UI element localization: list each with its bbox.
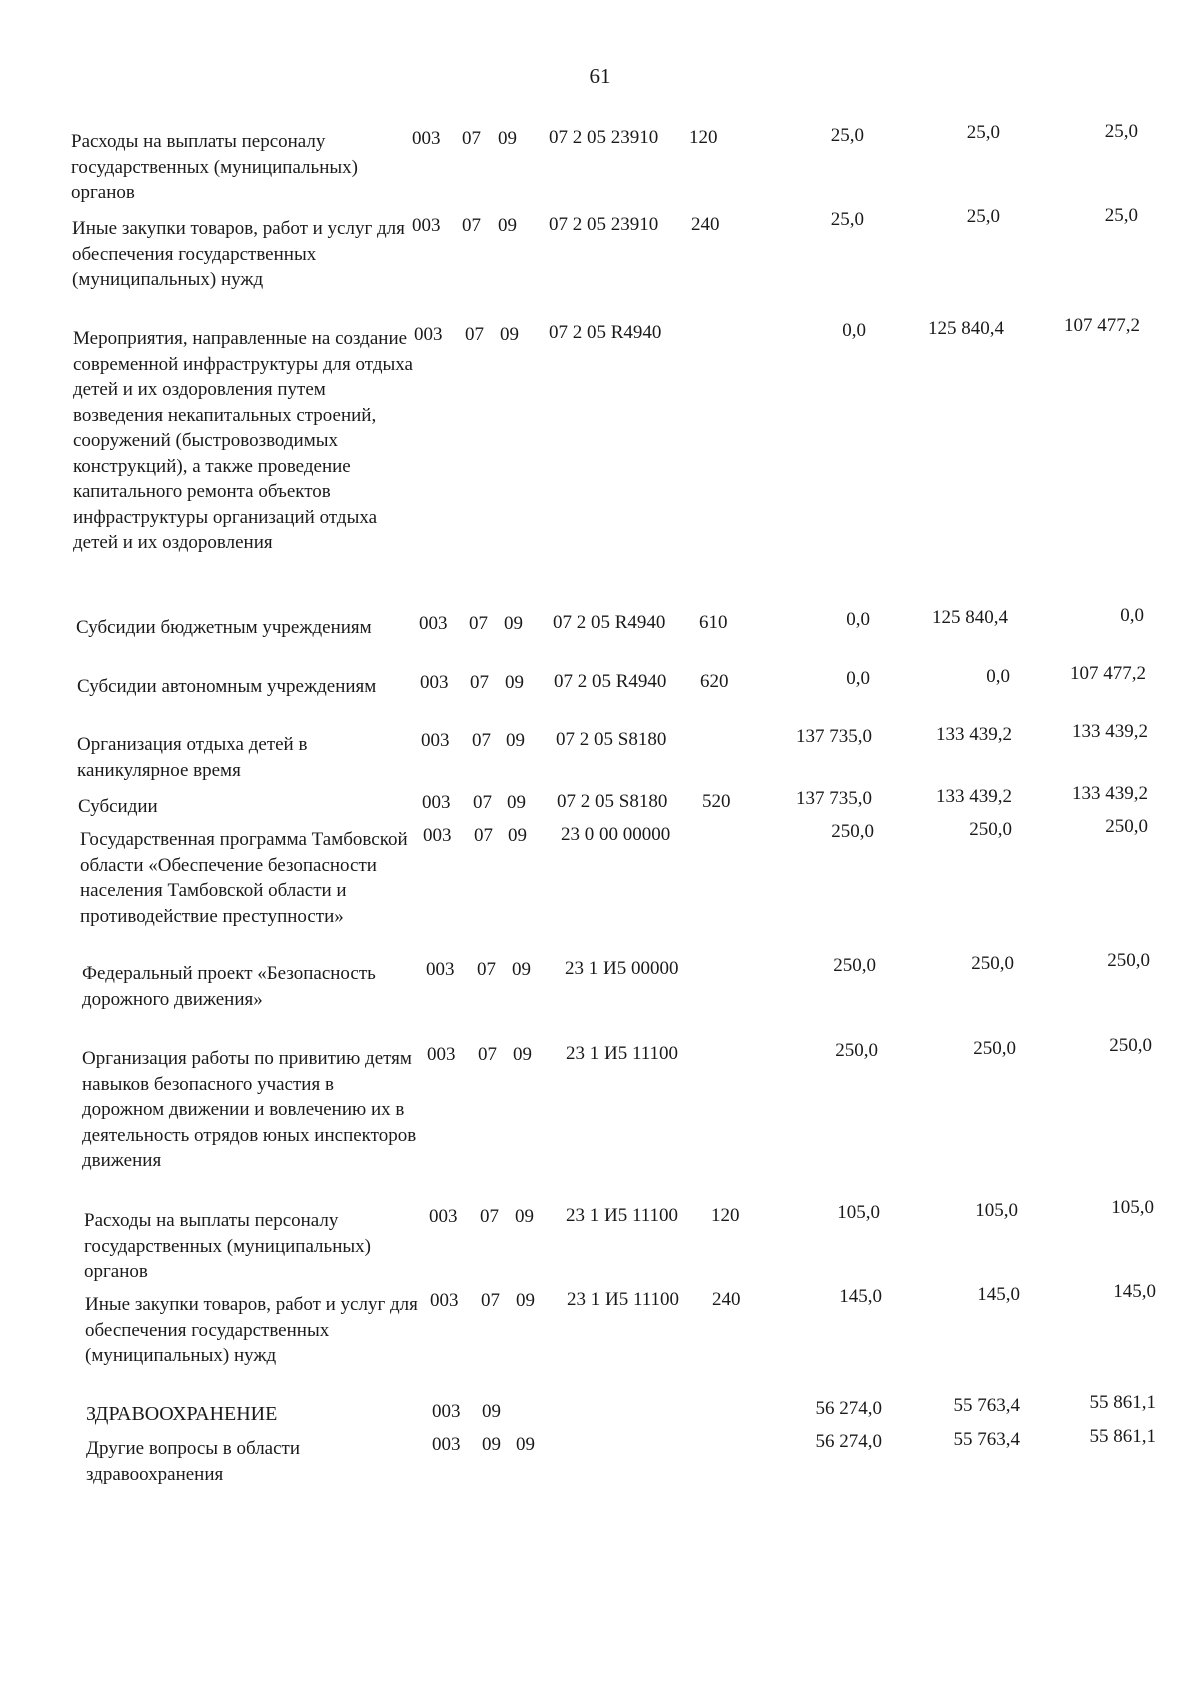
row-value-3: 25,0: [1104, 205, 1138, 226]
row-value-2: 25,0: [966, 122, 1000, 143]
row-vr: 240: [691, 214, 720, 235]
row-csr: 07 2 05 23910: [549, 214, 659, 235]
row-value-2: 250,0: [973, 1038, 1016, 1059]
row-pr: 09: [498, 215, 517, 236]
row-pr: 09: [507, 792, 526, 813]
row-vr: 240: [712, 1289, 741, 1310]
row-gr: 003: [412, 128, 441, 149]
row-vr: 610: [699, 612, 728, 633]
row-value-3: 0,0: [1120, 605, 1144, 626]
row-value-3: 145,0: [1113, 1281, 1156, 1302]
row-csr: 07 2 05 23910: [549, 127, 659, 148]
row-pr: 09: [513, 1044, 532, 1065]
row-csr: 07 2 05 S8180: [556, 729, 667, 750]
row-csr: 07 2 05 R4940: [549, 322, 662, 343]
row-name: Иные закупки товаров, работ и услуг для обеспечения государственных (муниципальных) нужд: [85, 1294, 418, 1366]
row-rz: 07: [462, 215, 481, 236]
row-rz: 07: [474, 825, 493, 846]
row-gr: 003: [427, 1044, 456, 1065]
row-pr: 09: [500, 324, 519, 345]
row-csr: 23 0 00 00000: [561, 824, 671, 845]
row-vr: 120: [689, 127, 718, 148]
row-name: Организация работы по привитию детям навыков безопасного участия в дорожном движении и вовлечению их в деятельность отрядов юных инспекторов движения: [82, 1048, 417, 1171]
row-name: Федеральный проект «Безопасность дорожного движения»: [82, 963, 376, 1010]
row-name: Другие вопросы в области здравоохранения: [86, 1438, 301, 1485]
row-rz: 07: [469, 613, 488, 634]
row-pr: 09: [508, 825, 527, 846]
row-gr: 003: [429, 1206, 458, 1227]
row-csr: 23 1 И5 11100: [566, 1205, 679, 1226]
row-pr: 09: [516, 1290, 535, 1311]
row-value-1: 250,0: [833, 955, 876, 976]
row-rz: 09: [482, 1401, 501, 1422]
row-csr: 23 1 И5 00000: [565, 958, 679, 979]
row-csr: 07 2 05 R4940: [554, 671, 667, 692]
row-value-2: 125 840,4: [932, 607, 1008, 628]
row-vr: 120: [711, 1205, 740, 1226]
row-pr: 09: [515, 1206, 534, 1227]
row-pr: 09: [505, 672, 524, 693]
row-gr: 003: [430, 1290, 459, 1311]
row-value-1: 56 274,0: [815, 1431, 882, 1452]
row-name: Субсидии автономным учреждениям: [77, 676, 377, 697]
row-rz: 07: [480, 1206, 499, 1227]
row-name: Расходы на выплаты персоналу государственных (муниципальных) органов: [84, 1210, 371, 1282]
row-rz: 07: [478, 1044, 497, 1065]
row-csr: 23 1 И5 11100: [566, 1043, 679, 1064]
row-pr: 09: [504, 613, 523, 634]
row-value-1: 0,0: [842, 320, 866, 341]
row-value-3: 107 477,2: [1070, 663, 1146, 684]
row-value-2: 125 840,4: [928, 318, 1004, 339]
row-value-2: 133 439,2: [936, 724, 1012, 745]
row-name: Организация отдыха детей в каникулярное время: [77, 734, 308, 781]
row-rz: 07: [473, 792, 492, 813]
row-gr: 003: [412, 215, 441, 236]
row-gr: 003: [421, 730, 450, 751]
row-value-1: 250,0: [835, 1040, 878, 1061]
row-value-1: 137 735,0: [796, 726, 872, 747]
row-value-3: 250,0: [1107, 950, 1150, 971]
row-value-1: 0,0: [846, 668, 870, 689]
row-gr: 003: [414, 324, 443, 345]
row-gr: 003: [426, 959, 455, 980]
row-name: Мероприятия, направленные на создание современной инфраструктуры для отдыха детей и их оздоровления путем возведения некапитальных строений, сооружений (быстровозводимых конструкций), а также проведение капитального ремонта объектов инфраструктуры организаций отдыха детей и их оздоровления: [73, 328, 413, 553]
row-value-3: 25,0: [1104, 121, 1138, 142]
row-value-3: 250,0: [1105, 816, 1148, 837]
row-value-1: 25,0: [830, 209, 864, 230]
row-value-1: 250,0: [831, 821, 874, 842]
row-value-2: 133 439,2: [936, 786, 1012, 807]
row-gr: 003: [419, 613, 448, 634]
row-value-3: 133 439,2: [1072, 783, 1148, 804]
row-rz: 07: [470, 672, 489, 693]
row-value-3: 250,0: [1109, 1035, 1152, 1056]
row-value-3: 107 477,2: [1064, 315, 1140, 336]
row-value-2: 105,0: [975, 1200, 1018, 1221]
row-gr: 003: [420, 672, 449, 693]
row-value-3: 55 861,1: [1089, 1426, 1156, 1447]
page-number: 61: [589, 64, 611, 88]
row-csr: 07 2 05 S8180: [557, 791, 668, 812]
row-value-2: 145,0: [977, 1284, 1020, 1305]
row-name: Субсидии: [78, 796, 158, 817]
row-name: Расходы на выплаты персоналу государственных (муниципальных) органов: [71, 131, 358, 203]
row-pr: 09: [512, 959, 531, 980]
row-value-2: 250,0: [969, 819, 1012, 840]
row-rz: 07: [481, 1290, 500, 1311]
row-value-3: 105,0: [1111, 1197, 1154, 1218]
row-gr: 003: [422, 792, 451, 813]
row-name: Иные закупки товаров, работ и услуг для обеспечения государственных (муниципальных) нужд: [72, 218, 405, 290]
row-value-1: 56 274,0: [815, 1398, 882, 1419]
row-value-2: 55 763,4: [953, 1395, 1020, 1416]
row-value-2: 55 763,4: [953, 1429, 1020, 1450]
row-rz: 07: [472, 730, 491, 751]
row-vr: 520: [702, 791, 731, 812]
row-value-2: 250,0: [971, 953, 1014, 974]
row-rz: 07: [462, 128, 481, 149]
row-vr: 620: [700, 671, 729, 692]
row-gr: 003: [432, 1401, 461, 1422]
row-rz: 09: [482, 1434, 501, 1455]
row-pr: 09: [498, 128, 517, 149]
row-value-2: 25,0: [966, 206, 1000, 227]
row-value-2: 0,0: [986, 666, 1010, 687]
row-value-3: 133 439,2: [1072, 721, 1148, 742]
row-value-1: 25,0: [830, 125, 864, 146]
row-csr: 07 2 05 R4940: [553, 612, 666, 633]
row-pr: 09: [516, 1434, 535, 1455]
row-value-1: 145,0: [839, 1286, 882, 1307]
row-value-3: 55 861,1: [1089, 1392, 1156, 1413]
row-name: Субсидии бюджетным учреждениям: [76, 617, 372, 638]
row-gr: 003: [423, 825, 452, 846]
row-value-1: 105,0: [837, 1202, 880, 1223]
row-pr: 09: [506, 730, 525, 751]
row-rz: 07: [477, 959, 496, 980]
row-value-1: 137 735,0: [796, 788, 872, 809]
row-rz: 07: [465, 324, 484, 345]
row-csr: 23 1 И5 11100: [567, 1289, 680, 1310]
row-name: Государственная программа Тамбовской области «Обеспечение безопасности населения Тамбовской области и противодействие преступности»: [80, 829, 408, 927]
row-name: ЗДРАВООХРАНЕНИЕ: [86, 1403, 278, 1425]
row-gr: 003: [432, 1434, 461, 1455]
row-value-1: 0,0: [846, 609, 870, 630]
